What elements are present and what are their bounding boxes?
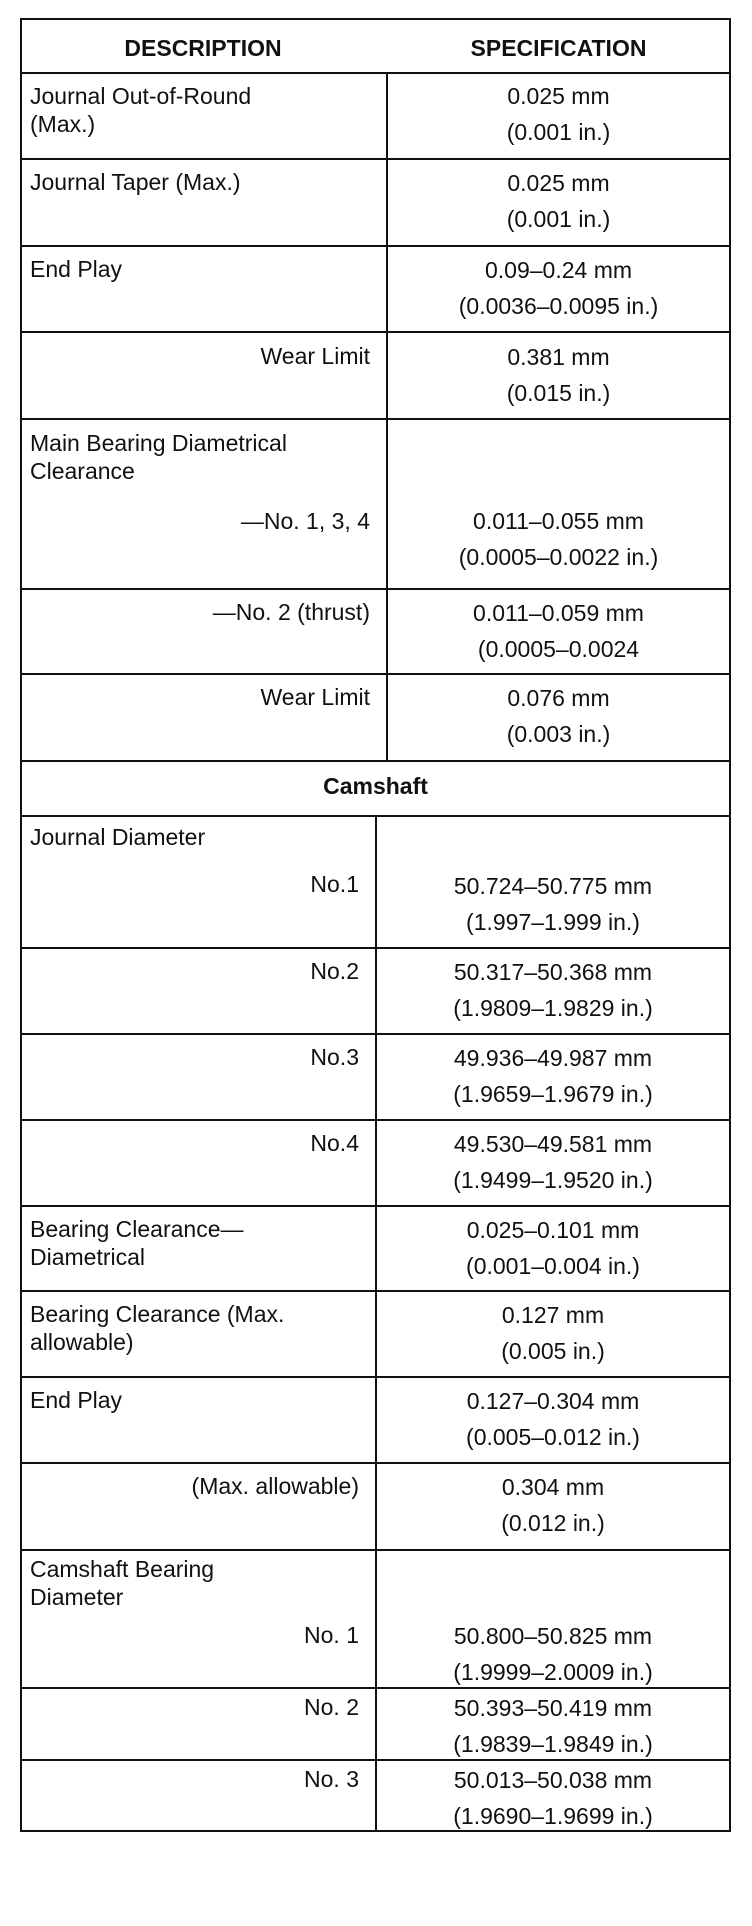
crankshaft-description: Clearance (30, 458, 135, 484)
crankshaft-description: —No. 2 (thrust) (212, 599, 370, 625)
crankshaft-specification: (0.001 in.) (506, 206, 611, 232)
crankshaft-specification: 0.025 mm (507, 83, 610, 109)
camshaft-specification: (0.005–0.012 in.) (466, 1424, 640, 1450)
crankshaft-specification: 0.09–0.24 mm (484, 257, 633, 283)
crankshaft-specification: 0.381 mm (507, 344, 610, 370)
column-divider (386, 418, 388, 505)
camshaft-description: No.3 (310, 1044, 359, 1070)
camshaft-specification: (1.9659–1.9679 in.) (453, 1081, 653, 1107)
camshaft-specification: (1.997–1.999 in.) (466, 909, 640, 935)
camshaft-specification: 0.127–0.304 mm (466, 1388, 640, 1414)
camshaft-specification: 49.530–49.581 mm (453, 1131, 653, 1157)
header-description: DESCRIPTION (124, 35, 282, 61)
row-divider (20, 158, 731, 160)
camshaft-description: No. 1 (304, 1622, 359, 1648)
camshaft-specification: (1.9999–2.0009 in.) (453, 1659, 653, 1685)
camshaft-specification: 50.724–50.775 mm (453, 873, 653, 899)
crankshaft-description: (Max.) (30, 111, 96, 137)
camshaft-specification: (0.005 in.) (501, 1338, 605, 1364)
crankshaft-specification: (0.015 in.) (506, 380, 611, 406)
row-divider (20, 418, 731, 420)
camshaft-description: Camshaft Bearing (30, 1556, 215, 1582)
camshaft-specification: (1.9809–1.9829 in.) (453, 995, 653, 1021)
crankshaft-specification: (0.001 in.) (506, 119, 611, 145)
crankshaft-description: —No. 1, 3, 4 (240, 508, 370, 534)
crankshaft-description: Journal Out-of-Round (30, 83, 252, 109)
camshaft-description: Diametrical (30, 1244, 146, 1270)
camshaft-description: No. 3 (304, 1766, 359, 1792)
camshaft-description: No. 2 (304, 1694, 359, 1720)
crankshaft-specification: (0.003 in.) (506, 721, 611, 747)
camshaft-specification: (0.001–0.004 in.) (466, 1253, 640, 1279)
crankshaft-description: End Play (30, 256, 123, 282)
crankshaft-description: Journal Taper (Max.) (30, 169, 241, 195)
crankshaft-specification: 0.076 mm (507, 685, 610, 711)
crankshaft-description: Wear Limit (260, 684, 370, 710)
table-border-left (20, 18, 22, 1830)
crankshaft-specification: (0.0036–0.0095 in.) (458, 293, 659, 319)
crankshaft-specification: 0.011–0.055 mm (473, 508, 644, 534)
camshaft-description: Bearing Clearance— (30, 1216, 244, 1242)
camshaft-description: Bearing Clearance (Max. (30, 1301, 285, 1327)
column-divider (375, 1549, 377, 1615)
camshaft-specification: 50.317–50.368 mm (453, 959, 653, 985)
row-divider (20, 1830, 731, 1832)
camshaft-description: No.2 (310, 958, 359, 984)
header-specification: SPECIFICATION (470, 35, 647, 61)
camshaft-description: (Max. allowable) (191, 1473, 359, 1499)
table-border-top (20, 18, 731, 20)
crankshaft-description: Main Bearing Diametrical (30, 430, 287, 456)
row-divider (20, 673, 731, 675)
camshaft-specification: (1.9690–1.9699 in.) (453, 1803, 653, 1829)
row-divider (20, 331, 731, 333)
camshaft-description: No.1 (310, 871, 359, 897)
camshaft-specification: 50.013–50.038 mm (453, 1767, 653, 1793)
row-divider (20, 245, 731, 247)
section-title-camshaft: Camshaft (323, 773, 428, 799)
camshaft-description: Journal Diameter (30, 824, 206, 850)
camshaft-specification: 50.393–50.419 mm (453, 1695, 653, 1721)
camshaft-specification: 0.025–0.101 mm (466, 1217, 640, 1243)
crankshaft-description: Wear Limit (260, 343, 370, 369)
camshaft-specification: (0.012 in.) (501, 1510, 605, 1536)
section-divider (20, 760, 731, 762)
camshaft-description: No.4 (310, 1130, 359, 1156)
camshaft-specification: (1.9499–1.9520 in.) (453, 1167, 653, 1193)
camshaft-specification: 50.800–50.825 mm (453, 1623, 653, 1649)
crankshaft-specification: (0.0005–0.0024 (477, 636, 640, 662)
row-divider (20, 588, 731, 590)
crankshaft-specification: 0.025 mm (507, 170, 610, 196)
camshaft-specification: 0.304 mm (501, 1474, 605, 1500)
camshaft-specification: 0.127 mm (501, 1302, 605, 1328)
camshaft-specification: 49.936–49.987 mm (453, 1045, 653, 1071)
camshaft-description: End Play (30, 1387, 123, 1413)
camshaft-specification: (1.9839–1.9849 in.) (453, 1731, 653, 1757)
crankshaft-specification: (0.0005–0.0022 in.) (458, 544, 659, 570)
header-divider (20, 72, 731, 74)
column-divider (375, 815, 377, 860)
crankshaft-specification: 0.011–0.059 mm (473, 600, 644, 626)
camshaft-description: allowable) (30, 1329, 134, 1355)
camshaft-description: Diameter (30, 1584, 124, 1610)
